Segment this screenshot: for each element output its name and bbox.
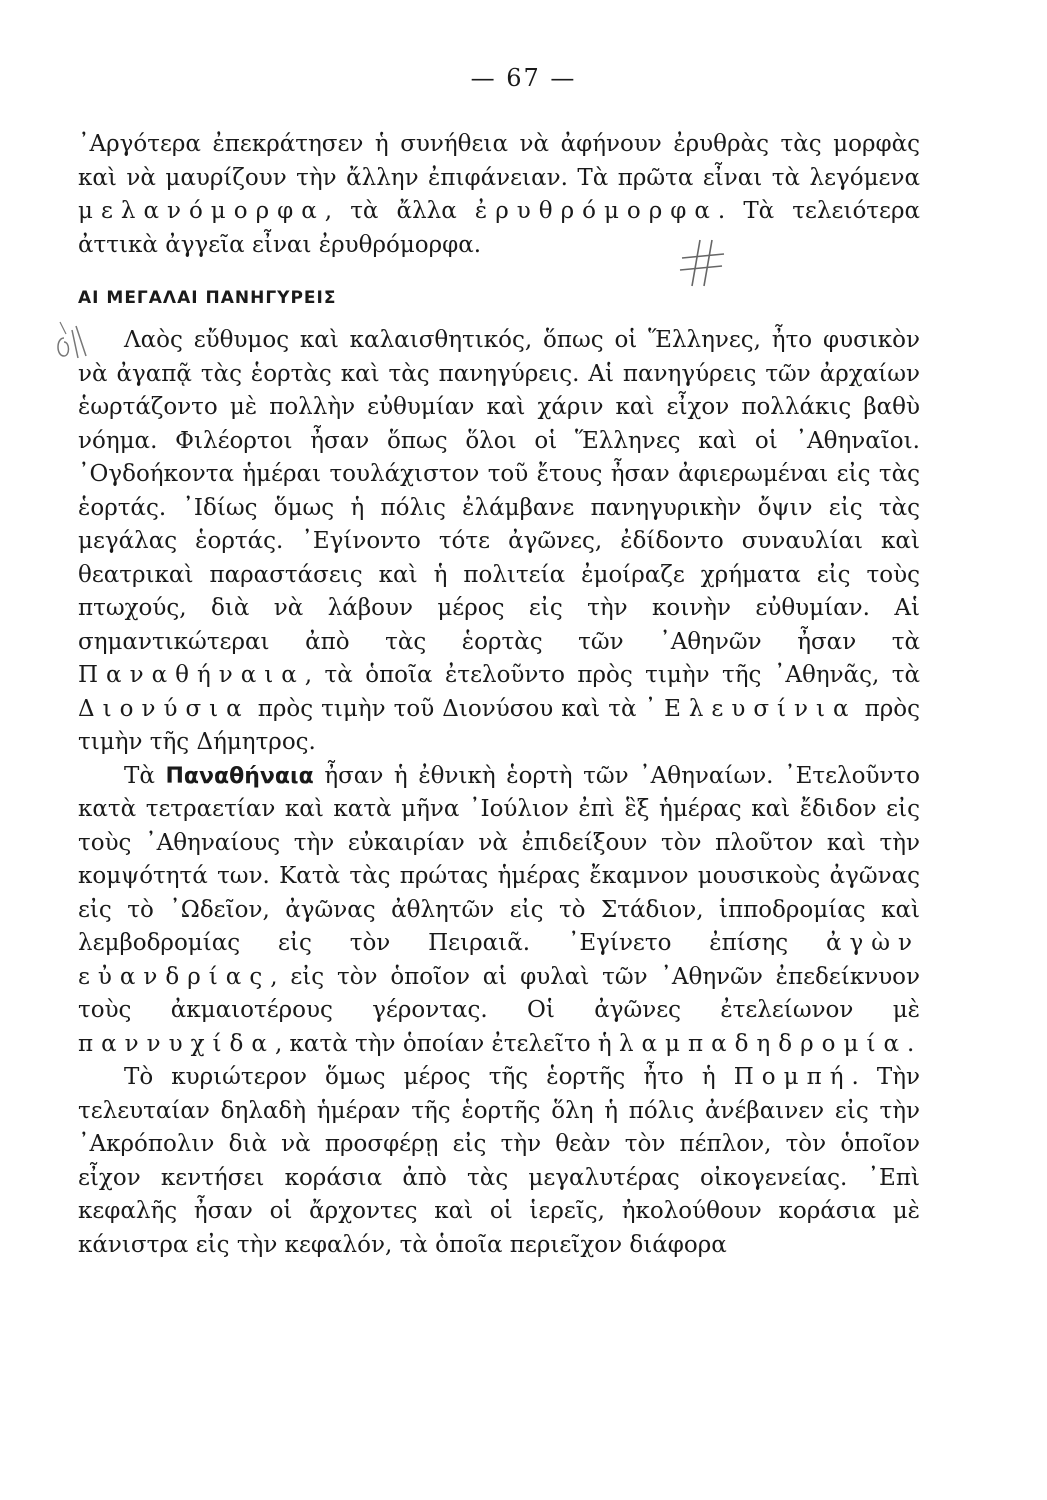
emphasized-term: ἐρυθρόμορφα — [474, 198, 718, 224]
text-run: πρὸς τιμὴν τῆς Δήμητρος. — [78, 695, 920, 755]
main-text — [78, 128, 920, 1262]
paragraph-panathenaia — [78, 760, 920, 1062]
text-run: πρὸς τιμὴν τοῦ Διονύσου καὶ τὰ — [249, 695, 645, 722]
text-run: , κατὰ τὴν ὁποίαν ἐτελεῖτο ἡ — [274, 1030, 619, 1057]
paragraph-procession — [78, 1061, 920, 1262]
emphasized-term: λαμπαδηδρομία — [618, 1030, 907, 1057]
emphasized-term: Παναθήναια — [78, 662, 305, 688]
text-run: . — [907, 1030, 915, 1057]
text-run: , τὰ ὁποῖα ἐτελοῦντο πρὸς τιμὴν τῆς ᾿Αθηνᾶς, τὰ — [304, 662, 920, 688]
text-run: Τὸ κυριώτερον ὅμως μέρος τῆς ἑορτῆς ἦτο ἡ — [124, 1064, 734, 1090]
text-run: . Τὰ τελειότερα ἀττικὰ ἀγγεῖα εἶναι ἐρυθρόμορφα. — [78, 198, 921, 258]
page-number: — 67 — — [470, 64, 577, 92]
text-run: Τὰ — [124, 762, 166, 789]
emphasized-term: παννυχίδα — [78, 1030, 275, 1057]
emphasized-term: Πομπή — [733, 1064, 852, 1090]
text-run: . Τὴν τελευταίαν δηλαδὴ ἡμέραν τῆς ἑορτῆς ὅλη ἡ πόλις ἀνέβαινεν εἰς τὴν ᾿Ακρόπολιν διὰ νὰ προσφέρῃ εἰς τὴν θεὰν τὸν πέπλον, τὸν ὁποῖον εἶχον κεντήσει κοράσια ἀπὸ τὰς μεγαλυτέρας οἰκογενείας. ᾿Επὶ κεφαλῆς ἦσαν οἱ ἄρχοντες καὶ οἱ ἱερεῖς, ἠκολούθουν κοράσια μὲ κάνιστρα εἰς τὴν κεφαλόν, τὰ ὁποῖα περιεῖχον διάφορα — [78, 1064, 920, 1258]
emphasized-term: Διονύσια — [78, 695, 250, 722]
text-run: Λαὸς εὔθυμος καὶ καλαισθητικός, ὅπως οἱ Ἕλληνες, ἦτο φυσικὸν νὰ ἀγαπᾷ τὰς ἑορτὰς καὶ τὰς πανηγύρεις. Αἱ πανηγύρεις τῶν ἀρχαίων ἑωρτάζοντο μὲ πολλὴν εὐθυμίαν καὶ χάριν καὶ εἶχον πολλάκις βαθὺ νόημα. Φιλέορτοι ἦσαν ὅπως ὅλοι οἱ Ἕλληνες καὶ οἱ ᾿Αθηναῖοι. ᾿Ογδοήκοντα ἡμέραι τουλάχιστον τοῦ ἔτους ἦσαν ἀφιερωμέναι εἰς τὰς ἑορτάς. ᾿Ιδίως ὅμως ἡ πόλις ἐλάμβανε πανηγυρικὴν ὄψιν εἰς τὰς μεγάλας ἑορτάς. ᾿Εγίνοντο τότε ἀγῶνες, ἐδίδοντο συναυλίαι καὶ θεατρικαὶ παραστάσεις καὶ ἡ πολιτεία ἐμοίραζε χρήματα εἰς τοὺς πτωχούς, διὰ νὰ λάβουν μέρος εἰς τὴν κοινὴν εὐθυμίαν. Αἱ σημαντικώτεραι ἀπὸ τὰς ἑορτὰς τῶν ᾿Αθηνῶν ἦσαν τὰ — [78, 327, 920, 655]
emphasized-term: ᾿Ελευσίνια — [644, 695, 857, 722]
text-run: , τὰ ἄλλα — [324, 198, 475, 224]
text-run: ἦσαν ἡ ἐθνικὴ ἑορτὴ τῶν ᾿Αθηναίων. ᾿Ετελοῦντο κατὰ τετραετίαν καὶ κατὰ μῆνα ᾿Ιούλιον ἐπὶ ἓξ ἡμέρας καὶ ἔδιδον εἰς τοὺς ᾿Αθηναίους τὴν εὐκαιρίαν νὰ ἐπιδείξουν τὸν πλοῦτον καὶ τὴν κομψότητά των. Κατὰ τὰς πρώτας ἡμέρας ἔκαμνον μουσικοὺς ἀγῶνας εἰς τὸ ᾿Ωδεῖον, ἀγῶνας ἀθλητῶν εἰς τὸ Στάδιον, ἱπποδρομίας καὶ λεμβοδρομίας εἰς τὸν Πειραιᾶ. ᾿Εγίνετο ἐπίσης — [78, 762, 920, 956]
text-run: ᾿Αργότερα ἐπεκράτησεν ἡ συνήθεια νὰ ἀφήνουν ἐρυθρὰς τὰς μορφὰς καὶ νὰ μαυρίζουν τὴν ἄλλην ἐπιφάνειαν. Τὰ πρῶτα εἶναι τὰ λεγόμενα — [78, 131, 920, 191]
section-heading: ΑΙ ΜΕΓΑΛΑΙ ΠΑΝΗΓΥΡΕΙΣ — [78, 288, 337, 308]
paragraph-festivals — [78, 324, 920, 760]
text-run: , εἰς τὸν ὁποῖον αἱ φυλαὶ τῶν ᾿Αθηνῶν ἐπεδείκνυον τοὺς ἀκμαιοτέρους γέροντας. Οἱ ἀγῶνες ἐτελείωνον μὲ — [78, 963, 920, 1023]
intro-paragraph — [78, 128, 920, 262]
bold-term: Παναθήναια — [165, 763, 314, 789]
emphasized-term: ἀγὼν εὐανδρίας — [78, 930, 920, 990]
emphasized-term: μελανόμορφα — [78, 198, 325, 224]
